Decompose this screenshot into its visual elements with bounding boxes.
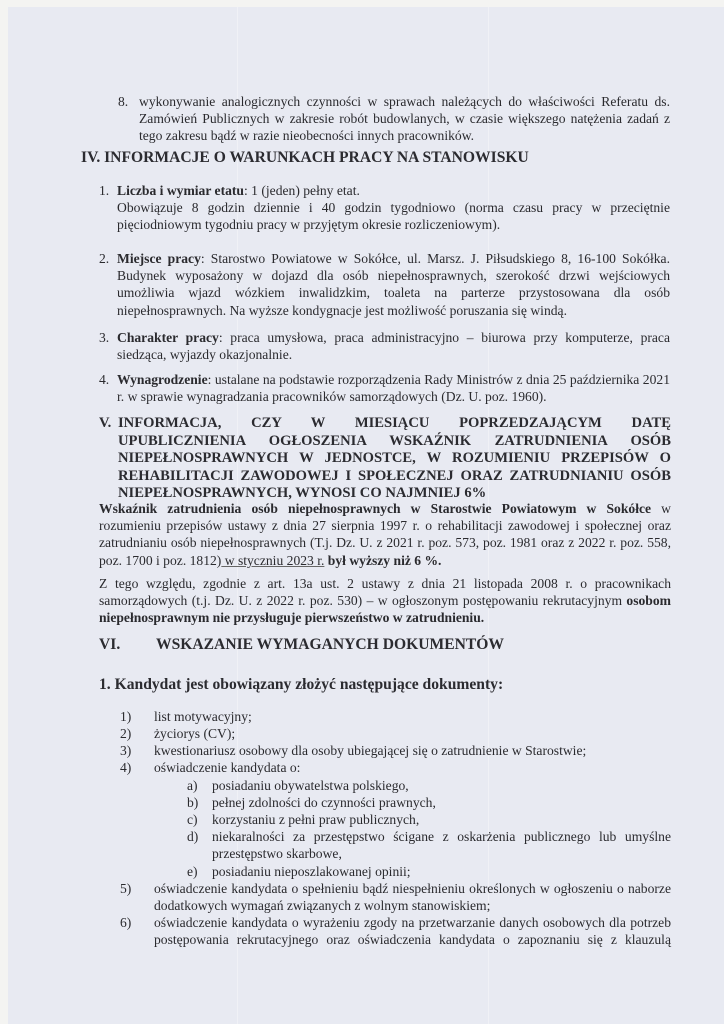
duty-item-8: wykonywanie analogicznych czynności w sprawach należących do właściwości Referatu ds. Zamówień Publicznych w zakresie robót budowlanych, w czasie większego natężenia zadań z tego zakresu bądź w razie nieobecności innych pracowników. [139, 94, 670, 144]
paragraph-text: Z tego względu, zgodnie z art. 13a ust. 2 ustawy z dnia 21 listopada 2008 r. o pracownikach samorządowych (t.j. Dz. U. z 2022 r. poz. 530) – w ogłoszonym postępowaniu rekrutacyjnym [99, 576, 671, 609]
sublist-item: posiadaniu nieposzlakowanej opinii; [212, 864, 411, 879]
sublist-letter: e) [187, 864, 198, 879]
paragraph-bold-lead: Wskaźnik zatrudnienia osób niepełnosprawnych w Starostwie Powiatowym w Sokółce [99, 501, 652, 516]
disability-index-paragraph [99, 500, 671, 569]
item-number: 8. [118, 94, 129, 109]
sublist-item: korzystaniu z pełni praw publicznych, [212, 812, 420, 827]
sublist-letter: c) [187, 812, 198, 827]
sublist-item: niekaralności za przestępstwo ścigane z oskarżenia publicznego lub umyślne przestępstwo skarbowe, [212, 829, 671, 862]
work-conditions-item-4 [117, 371, 670, 405]
list-number: 2) [120, 726, 132, 741]
item-text: : ustalane na podstawie rozporządzenia Rady Ministrów z dnia 25 października 2021 r. w sprawie wynagradzania pracowników samorządowych (Dz. U. poz. 1960). [117, 372, 670, 405]
item-number: 1. [99, 183, 110, 198]
section-vi-number: VI. [99, 636, 121, 653]
list-item: list motywacyjny; [154, 709, 252, 724]
item-number: 3. [99, 330, 110, 345]
item-text: : praca umysłowa, praca administracyjno – biurowa przy komputerze, praca siedząca, wyjazdy okazjonalnie. [117, 330, 670, 363]
list-number: 1) [120, 709, 132, 724]
work-conditions-item-1 [117, 182, 670, 234]
list-item: oświadczenie kandydata o spełnieniu bądź niespełnieniu określonych w ogłoszeniu o naborze dodatkowych wymagań związanych z wolnym stanowiskiem; [154, 881, 671, 914]
sublist-letter: a) [187, 778, 198, 793]
list-item: życiorys (CV); [154, 726, 236, 741]
list-number: 6) [120, 915, 132, 930]
paragraph-bold-conclusion: osobom niepełnosprawnym nie przysługuje pierwszeństwo w zatrudnieniu. [99, 593, 671, 626]
section-v-number: V. [99, 415, 112, 431]
item-label: Wynagrodzenie [117, 372, 208, 387]
section-v-heading: INFORMACJA, CZY W MIESIĄCU POPRZEDZAJĄCYM DATĘ UPUBLICZNIENIA OGŁOSZENIA WSKAŹNIK ZATRUDNIENIA OSÓB NIEPEŁNOSPRAWNYCH W JEDNOSTCE, W ROZUMIENIU PRZEPISÓW O REHABILITACJI ZAWODOWEJ I SPOŁECZNEJ ORAZ ZATRUDNIANIU OSÓB NIEPEŁNOSPRAWNYCH, WYNOSI CO NAJMNIEJ 6% [118, 415, 671, 502]
list-item: kwestionariusz osobowy dla osoby ubiegającej się o zatrudnienie w Starostwie; [154, 743, 587, 758]
work-conditions-item-2 [117, 250, 670, 319]
item-label: Liczba i wymiar etatu [117, 183, 244, 198]
item-number: 2. [99, 251, 110, 266]
item-extra-text: Obowiązuje 8 godzin dziennie i 40 godzin tygodniowo (norma czasu pracy w przeciętnie pięciodniowym tygodniu pracy w przyjętym okresie rozliczeniowym). [117, 200, 670, 233]
work-conditions-item-3 [117, 329, 670, 363]
sublist-item: pełnej zdolności do czynności prawnych, [212, 795, 436, 810]
item-text: : 1 (jeden) pełny etat. [243, 183, 360, 198]
sublist-letter: b) [187, 795, 199, 810]
section-iv-heading: IV. INFORMACJE O WARUNKACH PRACY NA STANOWISKU [81, 149, 529, 166]
list-number: 4) [120, 760, 132, 775]
underlined-period: w styczniu 2023 r. [221, 552, 325, 568]
item-label: Charakter pracy [117, 330, 219, 345]
list-item: oświadczenie kandydata o wyrażeniu zgody na przetwarzanie danych osobowych dla potrzeb postępowania rekrutacyjnego oraz oświadczenia kandydata o zapoznaniu się z klauzulą [154, 915, 671, 948]
list-number: 5) [120, 881, 132, 896]
list-item: oświadczenie kandydata o: [154, 760, 301, 775]
priority-paragraph [99, 575, 671, 627]
list-number: 3) [120, 743, 132, 758]
section-vi-heading: WSKAZANIE WYMAGANYCH DOKUMENTÓW [156, 636, 504, 653]
sublist-letter: d) [187, 829, 199, 844]
item-text: : Starostwo Powiatowe w Sokółce, ul. Marsz. J. Piłsudskiego 8, 16-100 Sokółka. Budynek wyposażony w dojazd dla osób niepełnosprawnych, szerokość drzwi wejściowych umożliwia wjazd wózkiem inwalidzkim, toaleta na parterze przystosowana dla osób niepełnosprawnych. Na wyższe kondygnacje jest możliwość poruszania się windą. [117, 251, 670, 318]
item-number: 4. [99, 372, 110, 387]
sublist-item: posiadaniu obywatelstwa polskiego, [212, 778, 409, 793]
item-label: Miejsce pracy [117, 251, 201, 266]
documents-subheading: 1. Kandydat jest obowiązany złożyć następujące dokumenty: [99, 676, 504, 693]
paragraph-text: w rozumieniu przepisów ustawy z dnia 27 sierpnia 1997 r. o rehabilitacji zawodowej i społecznej oraz zatrudnianiu osób niepełnosprawnych (T.j. Dz. U. z 2021 r. poz. 573, poz. 1981 oraz z 2022 r. poz. 558, poz. 1700 i poz. 1812) [99, 501, 671, 568]
paragraph-bold-conclusion: był wyższy niż 6 %. [324, 552, 442, 568]
